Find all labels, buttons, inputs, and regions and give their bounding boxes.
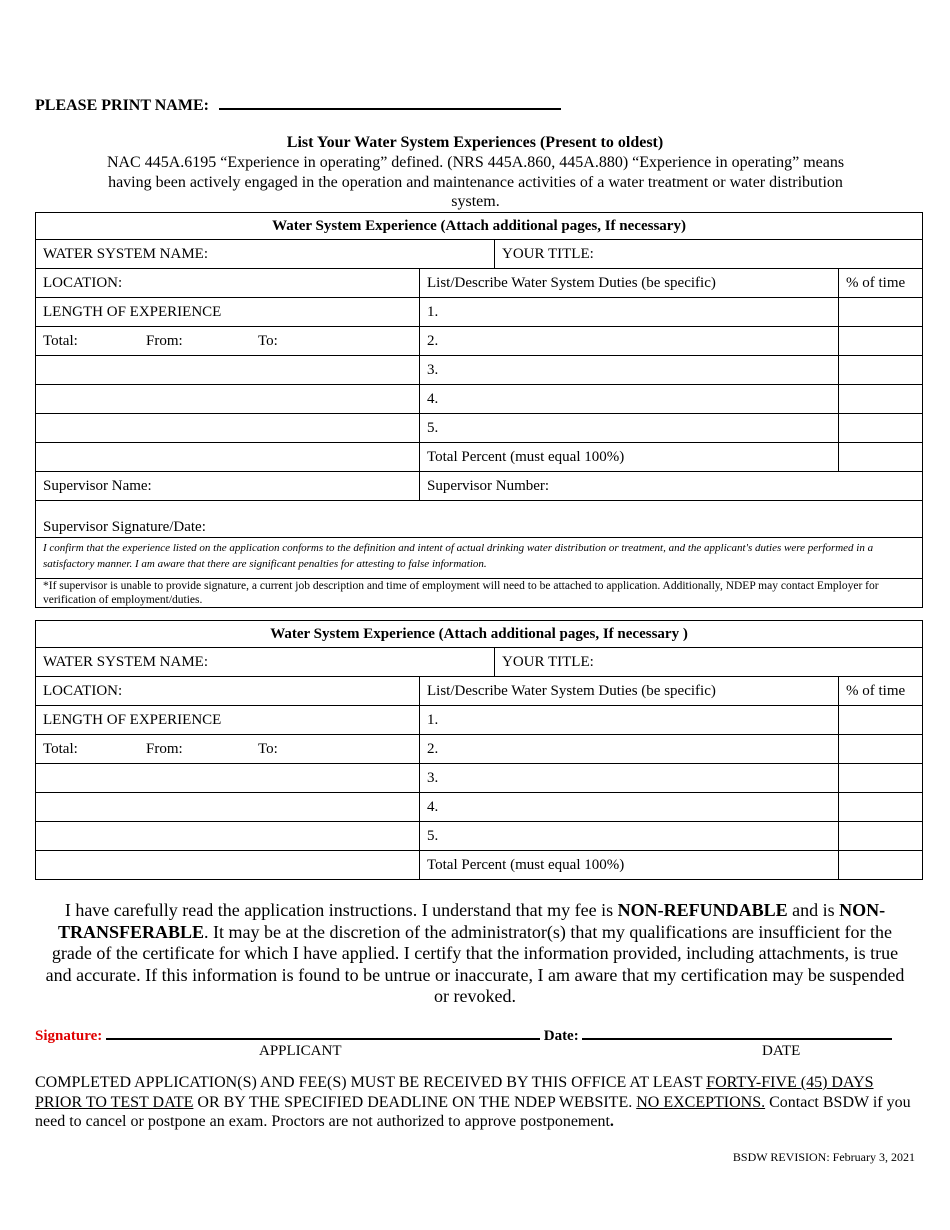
duty-4-pct-field[interactable] bbox=[839, 385, 923, 414]
deadline-underlined: FORTY-FIVE (45) DAYS PRIOR TO TEST DATE bbox=[35, 1074, 874, 1111]
duty-3-field[interactable]: 3. bbox=[420, 356, 839, 385]
revision-date: BSDW REVISION: February 3, 2021 bbox=[732, 1150, 915, 1164]
date-sublabel: DATE bbox=[762, 1043, 801, 1059]
date-field[interactable] bbox=[582, 1025, 892, 1040]
length-of-experience-label: LENGTH OF EXPERIENCE bbox=[36, 298, 420, 327]
non-refundable-label: NON-REFUNDABLE bbox=[617, 900, 788, 920]
duty-1-field[interactable]: 1. bbox=[420, 706, 839, 735]
duty-3-field[interactable]: 3. bbox=[420, 764, 839, 793]
blank-cell[interactable] bbox=[36, 851, 420, 880]
deadline-text: COMPLETED APPLICATION(S) AND FEE(S) MUST BE RECEIVED BY THIS OFFICE AT LEAST bbox=[35, 1074, 707, 1091]
applicant-sublabel: APPLICANT bbox=[259, 1043, 342, 1059]
certification-text: and is bbox=[787, 900, 840, 920]
print-name-field[interactable] bbox=[219, 94, 561, 110]
experience-form-2 bbox=[35, 620, 923, 880]
blank-cell[interactable] bbox=[36, 793, 420, 822]
supervisor-note: *If supervisor is unable to provide signature, a current job description and time of employment will need to be attached to application. Additionally, NDEP may contact Employer for verification of employment/duties. bbox=[36, 579, 923, 608]
duties-header: List/Describe Water System Duties (be specific) bbox=[420, 269, 839, 298]
supervisor-name-field[interactable]: Supervisor Name: bbox=[36, 472, 420, 501]
deadline-notice bbox=[35, 1073, 915, 1132]
blank-cell[interactable] bbox=[36, 443, 420, 472]
duty-3-pct-field[interactable] bbox=[839, 356, 923, 385]
blank-cell[interactable] bbox=[36, 385, 420, 414]
your-title-field[interactable]: YOUR TITLE: bbox=[495, 240, 923, 269]
duty-1-pct-field[interactable] bbox=[839, 706, 923, 735]
duties-header: List/Describe Water System Duties (be specific) bbox=[420, 677, 839, 706]
from-label: From: bbox=[146, 740, 183, 757]
location-field[interactable]: LOCATION: bbox=[36, 677, 420, 706]
duty-5-field[interactable]: 5. bbox=[420, 822, 839, 851]
duty-2-field[interactable]: 2. bbox=[420, 327, 839, 356]
duty-4-field[interactable]: 4. bbox=[420, 385, 839, 414]
duty-1-pct-field[interactable] bbox=[839, 298, 923, 327]
certification-text: . It may be at the discretion of the administrator(s) that my qualifications are insufficient for the grade of the certificate for which I have applied. I certify that the information provided, including attachments, is true and accurate. If this information is found to be untrue or inaccurate, I am aware that my certification may be suspended or revoked. bbox=[45, 921, 905, 1006]
date-label: Date: bbox=[543, 1028, 579, 1044]
total-percent-field[interactable] bbox=[839, 851, 923, 880]
duty-2-field[interactable]: 2. bbox=[420, 735, 839, 764]
certification-text: I have carefully read the application instructions. I understand that my fee is bbox=[64, 900, 618, 920]
applicant-signature-field[interactable] bbox=[106, 1025, 540, 1040]
duty-2-pct-field[interactable] bbox=[839, 735, 923, 764]
page-heading: List Your Water System Experiences (Present to oldest) bbox=[286, 134, 664, 151]
your-title-field[interactable]: YOUR TITLE: bbox=[495, 648, 923, 677]
total-label: Total: bbox=[43, 740, 78, 757]
deadline-period: . bbox=[609, 1113, 614, 1130]
deadline-text: Contact BSDW if you need to cancel or postpone an exam. Proctors are not authorized to approve postponement bbox=[35, 1093, 911, 1130]
non-transferable-label: NON-TRANSFERABLE bbox=[58, 900, 886, 942]
duty-4-field[interactable]: 4. bbox=[420, 793, 839, 822]
location-field[interactable]: LOCATION: bbox=[36, 269, 420, 298]
deadline-text: OR BY THE SPECIFIED DEADLINE ON THE NDEP WEBSITE. bbox=[193, 1093, 637, 1111]
form-2-header: Water System Experience (Attach additional pages, If necessary ) bbox=[36, 621, 923, 648]
no-exceptions-underlined: NO EXCEPTIONS. bbox=[636, 1093, 766, 1111]
supervisor-number-field[interactable]: Supervisor Number: bbox=[420, 472, 923, 501]
to-label: To: bbox=[258, 740, 278, 757]
total-percent-label: Total Percent (must equal 100%) bbox=[420, 851, 839, 880]
blank-cell[interactable] bbox=[36, 414, 420, 443]
duty-2-pct-field[interactable] bbox=[839, 327, 923, 356]
signature-row bbox=[35, 1025, 892, 1045]
print-name-row bbox=[35, 94, 561, 115]
supervisor-signature-field[interactable]: Supervisor Signature/Date: bbox=[36, 501, 923, 538]
duty-5-pct-field[interactable] bbox=[839, 822, 923, 851]
duty-5-pct-field[interactable] bbox=[839, 414, 923, 443]
nac-definition: NAC 445A.6195 “Experience in operating” defined. (NRS 445A.860, 445A.880) “Experience in operating” means having been actively engaged in the operation and maintenance activities of a water treatment or water distribution system. bbox=[106, 154, 845, 210]
form-1-header: Water System Experience (Attach additional pages, If necessary) bbox=[36, 213, 923, 240]
from-label: From: bbox=[146, 332, 183, 349]
blank-cell[interactable] bbox=[36, 764, 420, 793]
to-label: To: bbox=[258, 332, 278, 349]
total-percent-label: Total Percent (must equal 100%) bbox=[420, 443, 839, 472]
total-percent-field[interactable] bbox=[839, 443, 923, 472]
duty-1-field[interactable]: 1. bbox=[420, 298, 839, 327]
duty-3-pct-field[interactable] bbox=[839, 764, 923, 793]
signature-label: Signature: bbox=[35, 1028, 103, 1044]
duty-5-field[interactable]: 5. bbox=[420, 414, 839, 443]
experience-dates-row[interactable] bbox=[36, 735, 420, 764]
print-name-label: PLEASE PRINT NAME: bbox=[35, 97, 209, 114]
blank-cell[interactable] bbox=[36, 822, 420, 851]
supervisor-confirmation-text: I confirm that the experience listed on the application conforms to the definition and intent of actual drinking water distribution or treatment, and the applicant's duties were performed in a satisfactory manner. I am aware that there are significant penalties for attesting to false information. bbox=[36, 538, 923, 579]
certification-statement bbox=[38, 900, 912, 1008]
blank-cell[interactable] bbox=[36, 356, 420, 385]
experience-form-1 bbox=[35, 212, 923, 608]
pct-time-header: % of time bbox=[839, 677, 923, 706]
water-system-name-field[interactable]: WATER SYSTEM NAME: bbox=[36, 240, 495, 269]
duty-4-pct-field[interactable] bbox=[839, 793, 923, 822]
water-system-name-field[interactable]: WATER SYSTEM NAME: bbox=[36, 648, 495, 677]
length-of-experience-label: LENGTH OF EXPERIENCE bbox=[36, 706, 420, 735]
total-label: Total: bbox=[43, 332, 78, 349]
experience-dates-row[interactable] bbox=[36, 327, 420, 356]
pct-time-header: % of time bbox=[839, 269, 923, 298]
